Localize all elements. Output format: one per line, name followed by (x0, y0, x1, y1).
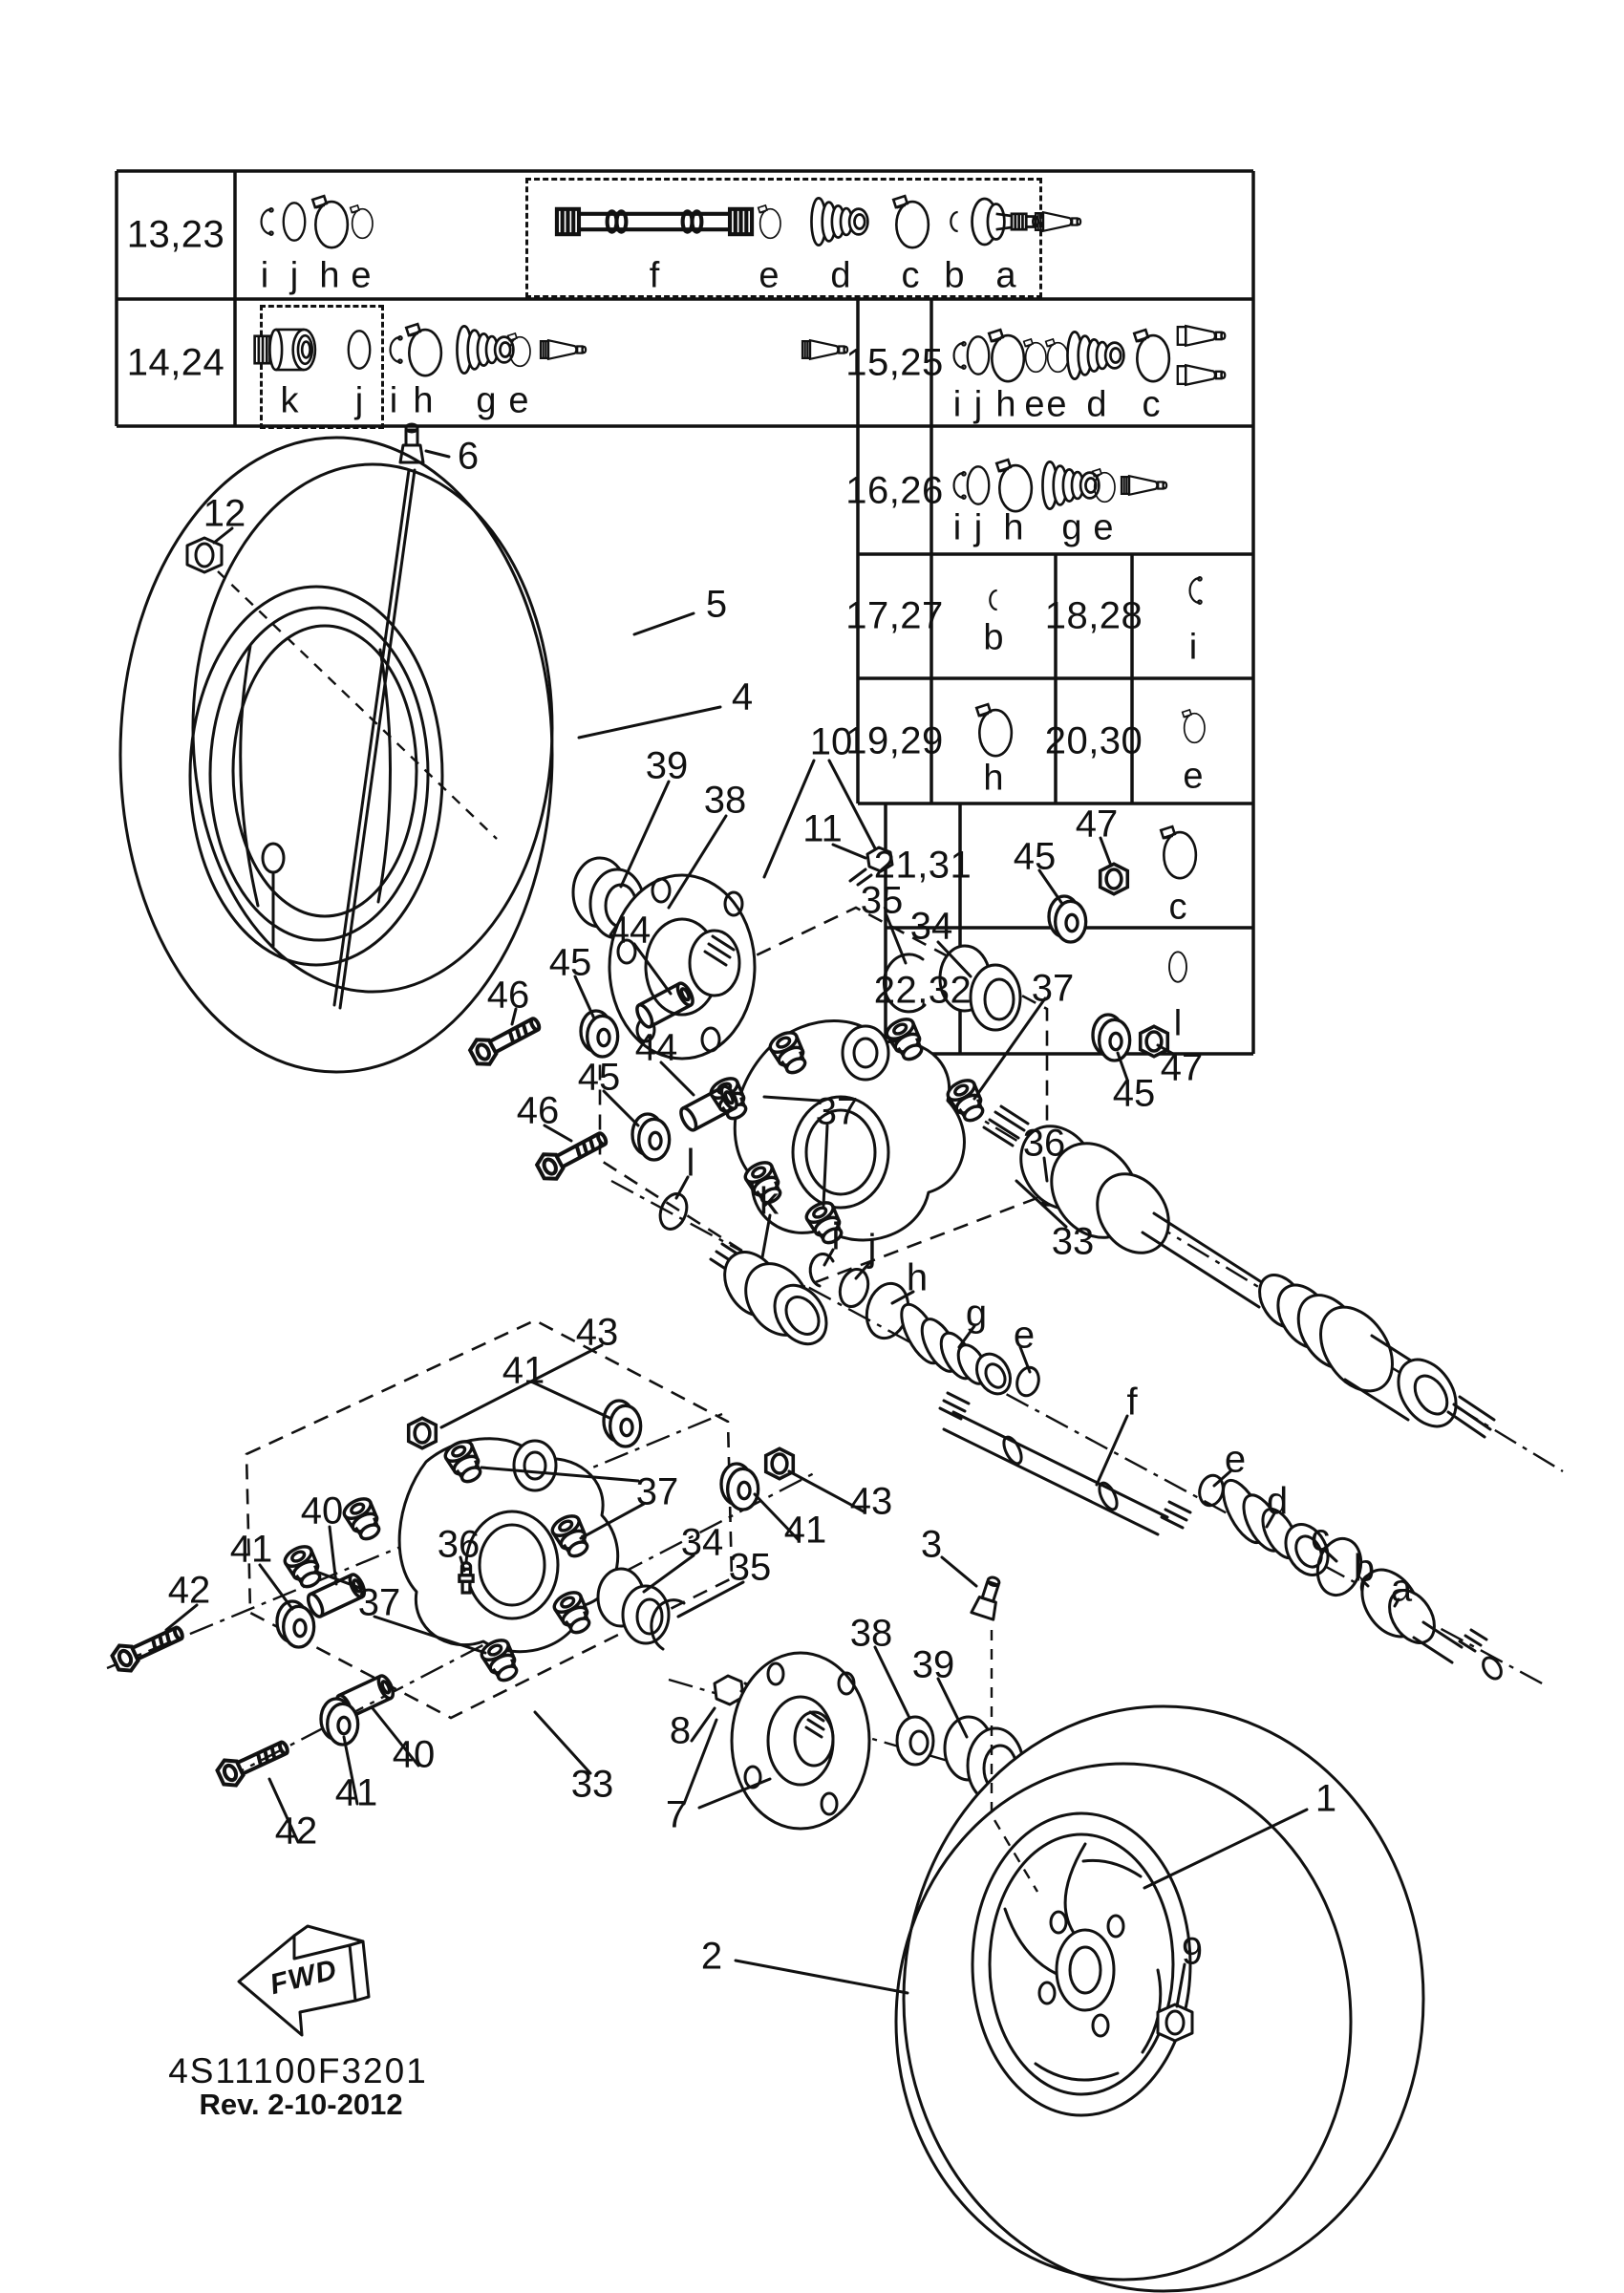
part-glyph-clamp (309, 192, 351, 251)
callout-label: 3 (920, 1523, 943, 1566)
callout-label: 37 (635, 1470, 679, 1513)
part-glyph-clamp-sm (348, 203, 374, 241)
part-glyph-ring (345, 328, 374, 372)
callout-label: 33 (1051, 1220, 1095, 1263)
table-row-label: 20,30 (1044, 719, 1143, 761)
fwd-label: FWD (267, 1953, 341, 2002)
table-row-label: 13,23 (126, 213, 225, 256)
table-row-label: 15,25 (845, 341, 944, 384)
part-letter: b (944, 255, 965, 296)
mid-axle-art (655, 1190, 1505, 1682)
table-row-label: 19,29 (845, 719, 944, 761)
callout-label: 45 (577, 1056, 621, 1099)
callout-label: 35 (728, 1546, 772, 1589)
part-letter: d (1086, 384, 1107, 425)
part-glyph-shaft (552, 196, 757, 247)
callout-label: 47 (1075, 803, 1119, 846)
part-letter: h (319, 255, 340, 296)
callout-label: 34 (680, 1521, 724, 1564)
table-row-label: 14,24 (126, 341, 225, 383)
part-glyph-circlip (1181, 572, 1206, 609)
part-glyph-clamp (402, 320, 444, 379)
callout-label: 39 (911, 1643, 955, 1686)
drawing-number: 4S11100F3201 (168, 2051, 428, 2090)
part-letter: k (280, 380, 299, 421)
rear-wheel-art (896, 1706, 1423, 2291)
callout-label: 34 (909, 905, 953, 948)
part-letter: g (476, 380, 497, 421)
part-letter: f (649, 255, 660, 296)
callout-label: 5 (705, 583, 728, 626)
callout-label: 41 (502, 1349, 545, 1392)
callout-label: 43 (575, 1311, 619, 1354)
part-glyph-boot (1058, 327, 1136, 384)
callout-label: 40 (300, 1489, 344, 1532)
table-row-label: 22,32 (873, 969, 972, 1012)
part-letter: l (1173, 1003, 1183, 1044)
revision-date: Rev. 2-10-2012 (199, 2088, 403, 2121)
callout-label: 1 (1314, 1777, 1337, 1820)
part-letter-label: b (1353, 1547, 1376, 1590)
part-glyph-circlip (252, 204, 277, 240)
callout-label: 41 (783, 1509, 827, 1552)
part-letter-label: k (759, 1180, 779, 1223)
table-row-label: 16,26 (845, 469, 944, 511)
table-row-label: 18,28 (1044, 594, 1143, 637)
part-letter-label: g (965, 1292, 988, 1335)
part-letter-label: a (1390, 1567, 1413, 1610)
part-glyph-clamp-sm (505, 331, 532, 369)
callout-label: 12 (203, 492, 246, 535)
part-letter: h (995, 384, 1016, 425)
part-letter: b (983, 617, 1004, 658)
callout-label: 44 (608, 909, 652, 952)
part-glyph-cone (799, 334, 852, 365)
part-letter: j (354, 380, 364, 421)
part-letter: a (995, 255, 1016, 296)
callout-label: 7 (665, 1793, 688, 1836)
callout-label: 41 (229, 1528, 273, 1571)
callout-label: 2 (700, 1935, 723, 1978)
part-letter: c (1142, 384, 1161, 425)
callout-label: 42 (274, 1810, 318, 1853)
part-letter: e (1093, 507, 1114, 548)
part-glyph-coupling (242, 322, 337, 377)
part-glyph-ring-sm (1166, 950, 1189, 984)
callout-label: 40 (392, 1733, 436, 1776)
part-glyph-clamp (889, 192, 931, 251)
callout-label: 36 (1022, 1122, 1066, 1165)
part-letter: h (413, 380, 434, 421)
part-glyph-ring (280, 200, 309, 244)
part-glyph-cone (1118, 470, 1171, 501)
part-letter: i (389, 380, 398, 421)
part-glyph-clamp-sm (1180, 707, 1207, 745)
table-row-label: 17,27 (845, 594, 944, 637)
part-letter-label: e (1013, 1314, 1036, 1357)
part-letter: h (983, 758, 1004, 799)
callout-label: 4 (731, 675, 754, 718)
callout-label: 9 (1181, 1930, 1204, 1973)
part-letter: i (952, 384, 962, 425)
callout-label: 44 (634, 1026, 678, 1069)
callout-label: 46 (486, 974, 530, 1017)
table-row-label: 21,31 (873, 844, 972, 887)
part-letter: i (1188, 627, 1198, 668)
callout-label: 45 (548, 941, 592, 984)
callout-label: 11 (802, 807, 843, 850)
callout-label: 39 (645, 744, 689, 787)
callout-label: 46 (516, 1089, 560, 1132)
callout-label: 10 (809, 720, 853, 763)
part-glyph-pin (984, 586, 1003, 614)
part-glyph-clamp (972, 700, 1015, 760)
part-letter: e (351, 255, 372, 296)
callout-label: 45 (1112, 1072, 1156, 1115)
part-glyph-clamp (1130, 326, 1172, 385)
callout-label: 47 (1160, 1046, 1204, 1089)
part-letter: e (1046, 384, 1067, 425)
callout-label: 43 (849, 1480, 893, 1523)
part-letter: c (901, 255, 920, 296)
nut-12-art (187, 538, 222, 572)
part-glyph-clamp (993, 456, 1035, 515)
part-letter: d (830, 255, 851, 296)
callout-label: 6 (457, 435, 480, 478)
part-letter: g (1061, 507, 1082, 548)
part-glyph-clamp-sm (1090, 466, 1117, 504)
part-glyph-cone (537, 334, 590, 365)
part-letter: j (973, 384, 983, 425)
callout-label: 42 (167, 1569, 211, 1612)
callout-label: 37 (357, 1581, 401, 1624)
callout-label: 41 (334, 1771, 378, 1814)
part-letter-label: f (1126, 1381, 1138, 1424)
part-glyph-clamp (1157, 823, 1199, 882)
part-letter-label: h (906, 1256, 929, 1299)
callout-label: 33 (570, 1763, 614, 1806)
callout-label: 37 (815, 1090, 859, 1133)
part-letter: i (952, 507, 962, 548)
callout-label: 38 (703, 779, 747, 822)
part-letter-label: d (1266, 1480, 1289, 1523)
part-letter: e (1024, 384, 1045, 425)
part-glyph-cone2 (1175, 318, 1229, 393)
part-letter: e (759, 255, 780, 296)
part-letter: j (289, 255, 299, 296)
part-letter: h (1003, 507, 1024, 548)
part-glyph-cone (1032, 206, 1085, 237)
part-letter-label: i (831, 1215, 841, 1258)
part-letter: e (1183, 756, 1204, 797)
callout-label: 45 (1013, 835, 1057, 878)
part-letter-label: j (867, 1227, 877, 1270)
callout-label: 8 (669, 1709, 692, 1752)
part-letter-label: c (1311, 1516, 1330, 1559)
callout-label: 35 (860, 879, 904, 922)
part-letter: i (260, 255, 269, 296)
part-letter-label: e (1224, 1438, 1247, 1481)
part-glyph-clamp-sm (756, 203, 782, 241)
part-glyph-ring (964, 463, 993, 507)
part-letter: j (973, 507, 983, 548)
part-letter: e (508, 380, 529, 421)
part-glyph-boot (801, 193, 880, 250)
part-letter-label: l (686, 1142, 695, 1185)
part-letter: c (1168, 887, 1187, 928)
valve-3-art (972, 1575, 1006, 1619)
callout-label: 38 (849, 1612, 893, 1655)
callout-label: 36 (437, 1523, 481, 1566)
callout-label: 37 (1031, 967, 1075, 1010)
